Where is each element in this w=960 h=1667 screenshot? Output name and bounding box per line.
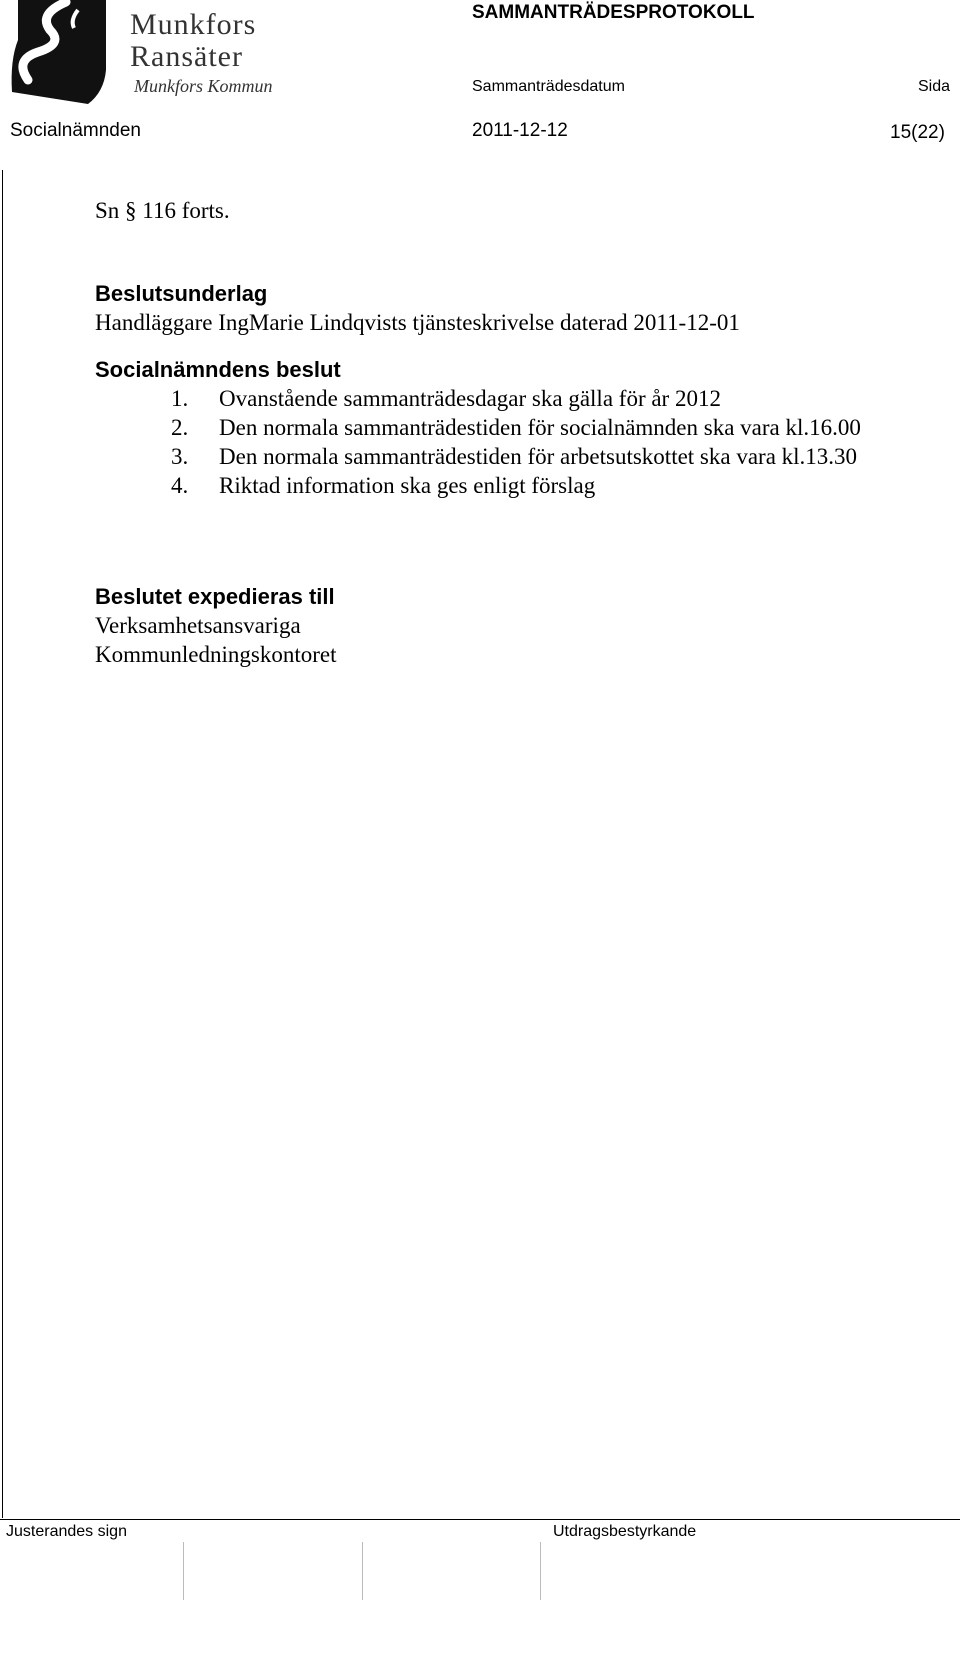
municipality-logo [8, 0, 298, 110]
decision-list [95, 384, 861, 500]
decision-text: Den normala sammanträdestiden för socialnämnden ska vara kl.16.00 [219, 415, 861, 440]
decision-text: Den normala sammanträdestiden för arbetsutskottet ska vara kl.13.30 [219, 444, 858, 469]
beslutsunderlag-text: Handläggare IngMarie Lindqvists tjänsteskrivelse daterad 2011-12-01 [95, 310, 740, 335]
meeting-date: 2011-12-12 [472, 120, 568, 141]
footer-rule [0, 1519, 960, 1520]
signature-divider [183, 1542, 184, 1600]
expedieras-heading: Beslutet expedieras till [95, 584, 335, 609]
decision-number: 2. [171, 415, 189, 440]
decision-number: 3. [171, 444, 189, 469]
logo-line2: Ransäter [130, 40, 243, 73]
left-margin-rule [2, 170, 3, 1518]
signature-divider [540, 1542, 541, 1600]
recipient: Kommunledningskontoret [95, 642, 337, 667]
decision-item [95, 442, 861, 471]
beslutsunderlag-heading: Beslutsunderlag [95, 281, 268, 306]
page-label: Sida [918, 78, 951, 95]
signature-divider [362, 1542, 363, 1600]
decision-number: 4. [171, 473, 189, 498]
decision-item [95, 471, 861, 500]
decision-text: Riktad information ska ges enligt förslag [219, 473, 596, 498]
recipient: Verksamhetsansvariga [95, 613, 301, 638]
section-reference: Sn § 116 forts. [95, 198, 230, 223]
committee-name: Socialnämnden [10, 120, 141, 141]
logo-line1: Munkfors [130, 8, 257, 41]
decision-text: Ovanstående sammanträdesdagar ska gälla för år 2012 [219, 386, 721, 411]
protocol-body [95, 196, 861, 669]
beslut-heading: Socialnämndens beslut [95, 357, 341, 382]
logo-emblem-icon [8, 0, 298, 110]
decision-item [95, 384, 861, 413]
signatures-label: Justerandes sign [6, 1523, 127, 1540]
extract-certification-label: Utdragsbestyrkande [553, 1523, 697, 1540]
decision-item [95, 413, 861, 442]
date-label: Sammanträdesdatum [472, 78, 625, 95]
logo-line3: Munkfors Kommun [134, 76, 273, 96]
document-type: SAMMANTRÄDESPROTOKOLL [472, 2, 755, 23]
page-number: 15(22) [890, 122, 945, 143]
decision-number: 1. [171, 386, 189, 411]
